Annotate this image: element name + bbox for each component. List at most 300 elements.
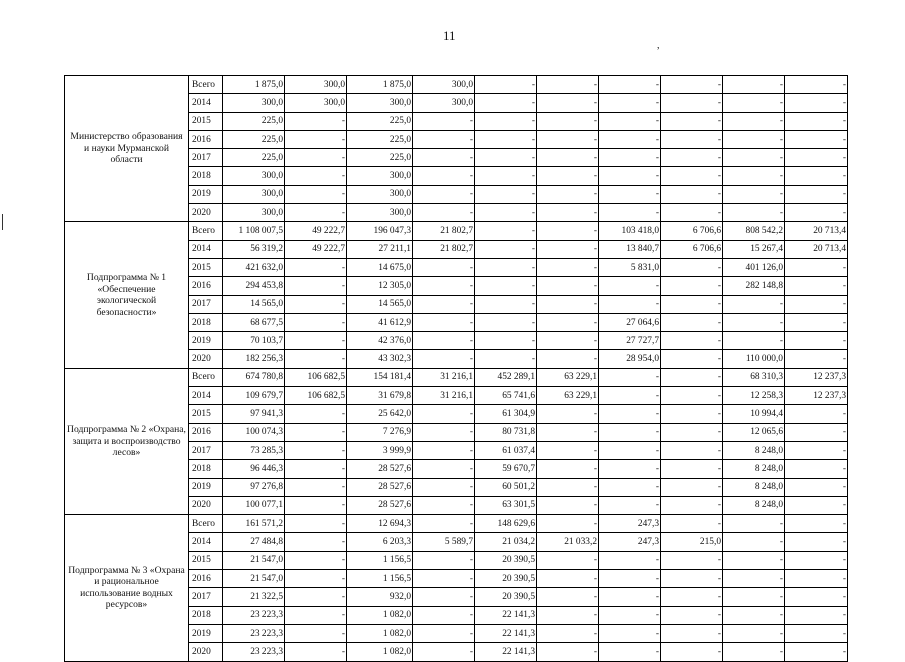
- value-cell: -: [599, 112, 661, 130]
- value-cell: 161 571,2: [223, 515, 285, 533]
- value-cell: -: [285, 185, 347, 203]
- value-cell: -: [285, 332, 347, 350]
- value-cell: -: [723, 185, 785, 203]
- value-cell: -: [661, 570, 723, 588]
- value-cell: -: [475, 222, 537, 240]
- value-cell: -: [475, 350, 537, 368]
- value-cell: -: [723, 313, 785, 331]
- value-cell: 1 875,0: [223, 76, 285, 94]
- value-cell: -: [599, 76, 661, 94]
- value-cell: 294 453,8: [223, 277, 285, 295]
- value-cell: 100 077,1: [223, 496, 285, 514]
- value-cell: 12 065,6: [723, 423, 785, 441]
- value-cell: -: [785, 167, 848, 185]
- value-cell: -: [599, 368, 661, 386]
- year-cell: 2019: [189, 185, 223, 203]
- value-cell: 8 248,0: [723, 496, 785, 514]
- budget-table: [64, 75, 848, 662]
- value-cell: -: [661, 94, 723, 112]
- value-cell: 49 222,7: [285, 222, 347, 240]
- value-cell: 300,0: [285, 94, 347, 112]
- value-cell: 20 390,5: [475, 551, 537, 569]
- year-cell: 2016: [189, 277, 223, 295]
- value-cell: -: [661, 350, 723, 368]
- value-cell: -: [413, 149, 475, 167]
- value-cell: 225,0: [223, 130, 285, 148]
- value-cell: 28 954,0: [599, 350, 661, 368]
- value-cell: 300,0: [413, 94, 475, 112]
- value-cell: -: [785, 441, 848, 459]
- value-cell: -: [785, 643, 848, 661]
- value-cell: 23 223,3: [223, 643, 285, 661]
- value-cell: 20 713,4: [785, 222, 848, 240]
- value-cell: -: [785, 478, 848, 496]
- value-cell: -: [537, 332, 599, 350]
- value-cell: -: [599, 94, 661, 112]
- value-cell: 282 148,8: [723, 277, 785, 295]
- value-cell: -: [723, 551, 785, 569]
- value-cell: -: [285, 441, 347, 459]
- year-cell: 2020: [189, 350, 223, 368]
- year-cell: 2016: [189, 570, 223, 588]
- value-cell: 110 000,0: [723, 350, 785, 368]
- value-cell: -: [785, 350, 848, 368]
- value-cell: -: [285, 295, 347, 313]
- value-cell: -: [785, 277, 848, 295]
- value-cell: 23 223,3: [223, 606, 285, 624]
- year-cell: 2018: [189, 606, 223, 624]
- value-cell: -: [285, 478, 347, 496]
- value-cell: -: [723, 130, 785, 148]
- year-cell: 2019: [189, 332, 223, 350]
- value-cell: 808 542,2: [723, 222, 785, 240]
- value-cell: -: [285, 130, 347, 148]
- value-cell: 225,0: [223, 149, 285, 167]
- value-cell: -: [661, 368, 723, 386]
- value-cell: -: [413, 350, 475, 368]
- value-cell: -: [413, 277, 475, 295]
- value-cell: 21 034,2: [475, 533, 537, 551]
- value-cell: 42 376,0: [347, 332, 413, 350]
- value-cell: -: [785, 624, 848, 642]
- value-cell: 6 706,6: [661, 240, 723, 258]
- value-cell: 21 802,7: [413, 222, 475, 240]
- value-cell: -: [723, 112, 785, 130]
- value-cell: -: [285, 588, 347, 606]
- margin-mark: [2, 214, 3, 230]
- value-cell: -: [475, 76, 537, 94]
- value-cell: 27 727,7: [599, 332, 661, 350]
- value-cell: -: [285, 643, 347, 661]
- value-cell: -: [475, 130, 537, 148]
- year-cell: 2016: [189, 130, 223, 148]
- value-cell: -: [413, 167, 475, 185]
- year-cell: 2018: [189, 167, 223, 185]
- value-cell: 20 390,5: [475, 570, 537, 588]
- value-cell: 22 141,3: [475, 624, 537, 642]
- value-cell: -: [413, 204, 475, 222]
- value-cell: -: [661, 76, 723, 94]
- value-cell: -: [661, 149, 723, 167]
- value-cell: 63 229,1: [537, 387, 599, 405]
- value-cell: -: [599, 167, 661, 185]
- value-cell: -: [413, 130, 475, 148]
- value-cell: -: [537, 240, 599, 258]
- value-cell: -: [475, 149, 537, 167]
- page-number: 11: [443, 28, 456, 43]
- value-cell: -: [537, 441, 599, 459]
- value-cell: -: [413, 423, 475, 441]
- value-cell: -: [475, 167, 537, 185]
- value-cell: -: [537, 551, 599, 569]
- value-cell: 300,0: [413, 76, 475, 94]
- value-cell: 225,0: [347, 112, 413, 130]
- value-cell: -: [413, 624, 475, 642]
- value-cell: -: [785, 588, 848, 606]
- value-cell: -: [661, 551, 723, 569]
- value-cell: 49 222,7: [285, 240, 347, 258]
- value-cell: 106 682,5: [285, 368, 347, 386]
- value-cell: 12 258,3: [723, 387, 785, 405]
- value-cell: -: [285, 533, 347, 551]
- value-cell: -: [537, 112, 599, 130]
- value-cell: -: [537, 94, 599, 112]
- year-cell: 2020: [189, 496, 223, 514]
- value-cell: -: [285, 515, 347, 533]
- value-cell: -: [413, 551, 475, 569]
- value-cell: -: [537, 76, 599, 94]
- value-cell: -: [413, 313, 475, 331]
- value-cell: 300,0: [223, 167, 285, 185]
- value-cell: -: [537, 423, 599, 441]
- program-name-cell: Министерство образования и науки Мурманской области: [65, 76, 189, 222]
- value-cell: -: [599, 478, 661, 496]
- value-cell: -: [537, 515, 599, 533]
- value-cell: -: [285, 405, 347, 423]
- value-cell: 14 565,0: [347, 295, 413, 313]
- value-cell: -: [785, 606, 848, 624]
- value-cell: -: [599, 204, 661, 222]
- value-cell: -: [475, 332, 537, 350]
- value-cell: -: [537, 496, 599, 514]
- value-cell: -: [723, 94, 785, 112]
- value-cell: -: [475, 112, 537, 130]
- value-cell: -: [661, 515, 723, 533]
- value-cell: -: [661, 332, 723, 350]
- value-cell: 23 223,3: [223, 624, 285, 642]
- value-cell: -: [537, 167, 599, 185]
- table-row: [65, 515, 848, 533]
- year-cell: 2020: [189, 204, 223, 222]
- value-cell: 148 629,6: [475, 515, 537, 533]
- value-cell: -: [785, 460, 848, 478]
- value-cell: -: [661, 167, 723, 185]
- value-cell: -: [723, 570, 785, 588]
- year-cell: 2016: [189, 423, 223, 441]
- value-cell: 247,3: [599, 533, 661, 551]
- value-cell: -: [785, 94, 848, 112]
- value-cell: -: [785, 149, 848, 167]
- value-cell: 225,0: [347, 130, 413, 148]
- value-cell: -: [413, 441, 475, 459]
- value-cell: 1 156,5: [347, 551, 413, 569]
- value-cell: -: [475, 240, 537, 258]
- value-cell: 8 248,0: [723, 460, 785, 478]
- year-cell: 2020: [189, 643, 223, 661]
- value-cell: 61 304,9: [475, 405, 537, 423]
- program-name-cell: Подпрограмма № 2 «Охрана, защита и воспроизводство лесов»: [65, 368, 189, 514]
- program-name-cell: Подпрограмма № 3 «Охрана и рациональное использование водных ресурсов»: [65, 515, 189, 661]
- stray-mark: ,: [657, 40, 660, 51]
- value-cell: -: [537, 277, 599, 295]
- value-cell: -: [785, 258, 848, 276]
- value-cell: -: [599, 185, 661, 203]
- year-cell: Всего: [189, 76, 223, 94]
- value-cell: -: [785, 332, 848, 350]
- value-cell: -: [413, 588, 475, 606]
- value-cell: -: [475, 313, 537, 331]
- value-cell: -: [285, 350, 347, 368]
- year-cell: 2017: [189, 441, 223, 459]
- value-cell: -: [785, 185, 848, 203]
- value-cell: -: [537, 204, 599, 222]
- value-cell: -: [413, 332, 475, 350]
- value-cell: -: [599, 460, 661, 478]
- value-cell: 674 780,8: [223, 368, 285, 386]
- value-cell: -: [785, 423, 848, 441]
- value-cell: -: [475, 277, 537, 295]
- value-cell: -: [785, 533, 848, 551]
- program-name-cell: Подпрограмма № 1 «Обеспечение экологической безопасности»: [65, 222, 189, 368]
- value-cell: -: [661, 405, 723, 423]
- year-cell: 2017: [189, 149, 223, 167]
- year-cell: 2015: [189, 112, 223, 130]
- value-cell: -: [413, 258, 475, 276]
- value-cell: -: [285, 423, 347, 441]
- value-cell: -: [413, 185, 475, 203]
- value-cell: -: [537, 405, 599, 423]
- value-cell: -: [785, 496, 848, 514]
- value-cell: -: [785, 570, 848, 588]
- value-cell: -: [599, 551, 661, 569]
- value-cell: 1 875,0: [347, 76, 413, 94]
- year-cell: 2015: [189, 258, 223, 276]
- value-cell: 5 831,0: [599, 258, 661, 276]
- value-cell: -: [285, 460, 347, 478]
- value-cell: -: [723, 533, 785, 551]
- value-cell: -: [413, 496, 475, 514]
- value-cell: -: [723, 204, 785, 222]
- value-cell: 27 484,8: [223, 533, 285, 551]
- value-cell: -: [537, 570, 599, 588]
- value-cell: 300,0: [285, 76, 347, 94]
- value-cell: -: [723, 332, 785, 350]
- value-cell: -: [661, 295, 723, 313]
- value-cell: 68 310,3: [723, 368, 785, 386]
- value-cell: 31 679,8: [347, 387, 413, 405]
- value-cell: 6 203,3: [347, 533, 413, 551]
- value-cell: 15 267,4: [723, 240, 785, 258]
- value-cell: -: [285, 313, 347, 331]
- value-cell: -: [285, 606, 347, 624]
- value-cell: -: [785, 515, 848, 533]
- value-cell: 452 289,1: [475, 368, 537, 386]
- value-cell: 300,0: [223, 204, 285, 222]
- value-cell: -: [413, 643, 475, 661]
- table-body: [65, 76, 848, 662]
- value-cell: -: [661, 423, 723, 441]
- value-cell: 12 694,3: [347, 515, 413, 533]
- value-cell: -: [661, 387, 723, 405]
- value-cell: 12 305,0: [347, 277, 413, 295]
- value-cell: 60 501,2: [475, 478, 537, 496]
- year-cell: 2017: [189, 588, 223, 606]
- value-cell: -: [537, 350, 599, 368]
- value-cell: 22 141,3: [475, 643, 537, 661]
- value-cell: 13 840,7: [599, 240, 661, 258]
- value-cell: -: [661, 460, 723, 478]
- value-cell: 1 082,0: [347, 643, 413, 661]
- year-cell: 2014: [189, 387, 223, 405]
- year-cell: Всего: [189, 368, 223, 386]
- value-cell: 21 033,2: [537, 533, 599, 551]
- value-cell: 8 248,0: [723, 441, 785, 459]
- value-cell: 63 301,5: [475, 496, 537, 514]
- value-cell: -: [661, 643, 723, 661]
- table-row: [65, 76, 848, 94]
- value-cell: 31 216,1: [413, 368, 475, 386]
- value-cell: 5 589,7: [413, 533, 475, 551]
- value-cell: 300,0: [347, 167, 413, 185]
- value-cell: -: [723, 515, 785, 533]
- value-cell: -: [285, 551, 347, 569]
- value-cell: -: [285, 496, 347, 514]
- value-cell: 225,0: [223, 112, 285, 130]
- value-cell: 80 731,8: [475, 423, 537, 441]
- value-cell: 421 632,0: [223, 258, 285, 276]
- value-cell: 10 994,4: [723, 405, 785, 423]
- value-cell: -: [599, 149, 661, 167]
- value-cell: -: [599, 295, 661, 313]
- value-cell: -: [413, 405, 475, 423]
- value-cell: -: [785, 204, 848, 222]
- value-cell: -: [285, 167, 347, 185]
- value-cell: -: [475, 258, 537, 276]
- value-cell: 7 276,9: [347, 423, 413, 441]
- value-cell: -: [537, 258, 599, 276]
- value-cell: -: [475, 295, 537, 313]
- value-cell: 59 670,7: [475, 460, 537, 478]
- value-cell: 300,0: [223, 185, 285, 203]
- value-cell: -: [599, 624, 661, 642]
- value-cell: 196 047,3: [347, 222, 413, 240]
- value-cell: -: [537, 624, 599, 642]
- value-cell: -: [723, 76, 785, 94]
- value-cell: 300,0: [347, 94, 413, 112]
- value-cell: 96 446,3: [223, 460, 285, 478]
- value-cell: 932,0: [347, 588, 413, 606]
- value-cell: 12 237,3: [785, 387, 848, 405]
- value-cell: 28 527,6: [347, 478, 413, 496]
- value-cell: -: [785, 551, 848, 569]
- value-cell: -: [475, 204, 537, 222]
- value-cell: 109 679,7: [223, 387, 285, 405]
- year-cell: 2019: [189, 624, 223, 642]
- value-cell: 61 037,4: [475, 441, 537, 459]
- value-cell: -: [785, 405, 848, 423]
- value-cell: -: [413, 295, 475, 313]
- value-cell: -: [285, 624, 347, 642]
- value-cell: 41 612,9: [347, 313, 413, 331]
- year-cell: 2015: [189, 551, 223, 569]
- value-cell: 300,0: [223, 94, 285, 112]
- value-cell: -: [661, 588, 723, 606]
- value-cell: -: [661, 112, 723, 130]
- value-cell: -: [661, 258, 723, 276]
- value-cell: 1 108 007,5: [223, 222, 285, 240]
- value-cell: -: [723, 167, 785, 185]
- value-cell: 103 418,0: [599, 222, 661, 240]
- value-cell: 6 706,6: [661, 222, 723, 240]
- value-cell: 225,0: [347, 149, 413, 167]
- value-cell: 154 181,4: [347, 368, 413, 386]
- value-cell: -: [661, 313, 723, 331]
- value-cell: -: [537, 222, 599, 240]
- value-cell: -: [661, 185, 723, 203]
- value-cell: 56 319,2: [223, 240, 285, 258]
- year-cell: 2017: [189, 295, 223, 313]
- value-cell: -: [599, 643, 661, 661]
- year-cell: 2014: [189, 94, 223, 112]
- table-row: [65, 222, 848, 240]
- value-cell: -: [723, 606, 785, 624]
- value-cell: 68 677,5: [223, 313, 285, 331]
- value-cell: 43 302,3: [347, 350, 413, 368]
- value-cell: -: [413, 460, 475, 478]
- value-cell: 25 642,0: [347, 405, 413, 423]
- value-cell: 300,0: [347, 185, 413, 203]
- value-cell: -: [599, 130, 661, 148]
- value-cell: -: [537, 149, 599, 167]
- value-cell: -: [285, 204, 347, 222]
- value-cell: -: [475, 185, 537, 203]
- value-cell: -: [599, 387, 661, 405]
- value-cell: -: [723, 295, 785, 313]
- value-cell: -: [599, 423, 661, 441]
- value-cell: -: [599, 405, 661, 423]
- value-cell: 1 082,0: [347, 606, 413, 624]
- value-cell: -: [785, 112, 848, 130]
- value-cell: 28 527,6: [347, 460, 413, 478]
- value-cell: -: [537, 478, 599, 496]
- value-cell: 215,0: [661, 533, 723, 551]
- value-cell: -: [537, 295, 599, 313]
- value-cell: -: [661, 606, 723, 624]
- value-cell: -: [285, 570, 347, 588]
- value-cell: 20 713,4: [785, 240, 848, 258]
- value-cell: -: [599, 441, 661, 459]
- year-cell: 2018: [189, 460, 223, 478]
- table-row: [65, 368, 848, 386]
- value-cell: -: [537, 313, 599, 331]
- year-cell: 2018: [189, 313, 223, 331]
- value-cell: -: [475, 94, 537, 112]
- year-cell: 2014: [189, 240, 223, 258]
- value-cell: -: [413, 570, 475, 588]
- value-cell: -: [723, 588, 785, 606]
- value-cell: -: [537, 588, 599, 606]
- value-cell: -: [661, 496, 723, 514]
